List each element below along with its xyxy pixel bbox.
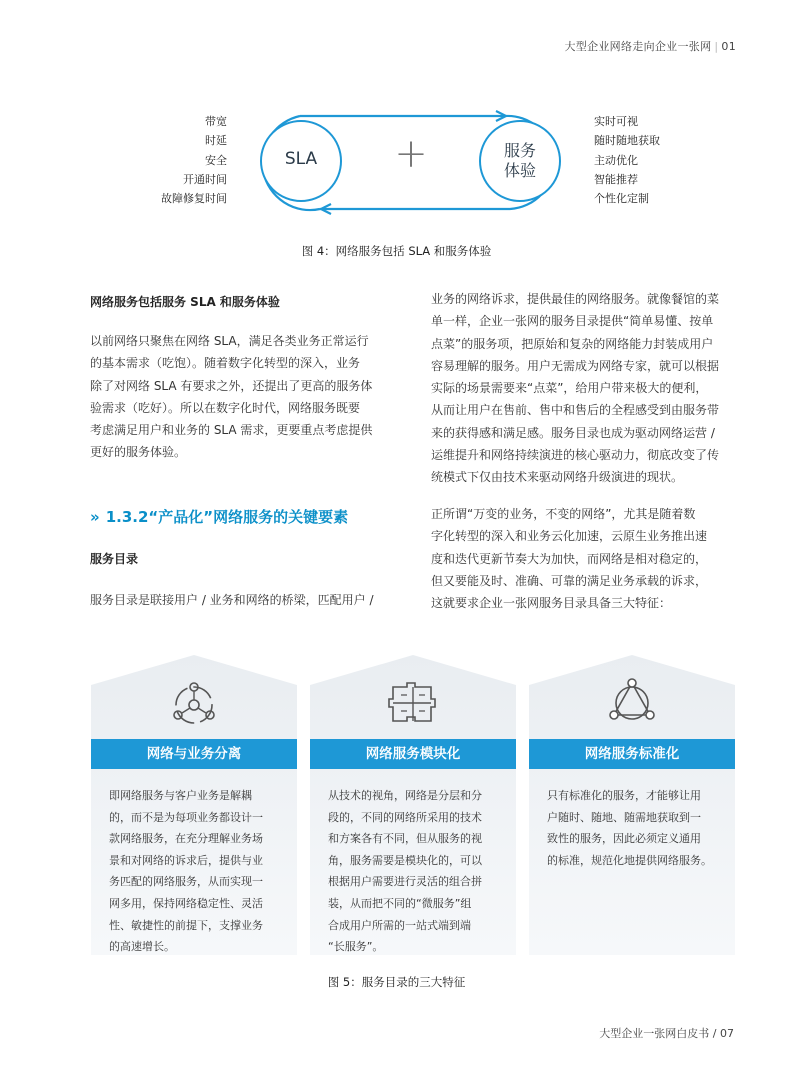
- section-heading: [90, 506, 348, 527]
- text-line: 款网络服务，在充分理解业务场: [109, 832, 263, 846]
- text-line: 和方案各有不同，但从服务的视: [328, 832, 482, 846]
- text-line: 的，而不是为每项业务都设计一: [109, 810, 263, 824]
- section-title: 1.3.2“产品化”网络服务的关键要素: [105, 508, 349, 526]
- experience-circle-label: [480, 141, 560, 181]
- header-title: 大型企业网络走向企业一张网: [564, 40, 712, 53]
- text-line: 段的，不同的网络所采用的技术: [328, 810, 482, 824]
- sla-metric: 时延: [205, 134, 227, 148]
- header-page-number: 01: [721, 40, 736, 53]
- experience-feature: 智能推荐: [594, 172, 638, 186]
- experience-feature: 个性化定制: [594, 192, 649, 206]
- left-paragraph-2: [90, 589, 410, 611]
- right-paragraph-1: [431, 288, 741, 489]
- experience-label-line1: 服务: [503, 141, 536, 160]
- feature-card-modular: [310, 655, 516, 955]
- text-line: 的基本需求（吃饱）。随着数字化转型的深入，业务: [90, 356, 361, 371]
- card-title: 网络服务模块化: [310, 739, 516, 769]
- experience-feature: 实时可视: [594, 115, 638, 128]
- modular-puzzle-icon: [383, 673, 443, 733]
- sub-heading: 服务目录: [90, 552, 139, 566]
- sla-metric: 安全: [205, 153, 227, 167]
- right-paragraph-2: [431, 503, 741, 614]
- card-body: [328, 785, 500, 958]
- text-line: 以前网络只聚焦在网络 SLA，满足各类业务正常运行: [90, 334, 369, 348]
- text-line: 点菜”的服务项，把原始和复杂的网络能力封装成用户: [431, 336, 714, 351]
- plus-sign: +: [394, 131, 428, 177]
- text-line: 务匹配的网络服务，从而实现一: [109, 875, 263, 889]
- text-line: 验需求（吃好）。所以在数字化时代，网络服务既要: [90, 400, 361, 415]
- header-divider: |: [714, 40, 719, 53]
- sla-experience-diagram: [0, 0, 793, 240]
- card-body: [547, 785, 719, 871]
- text-line: “长服务”。: [328, 940, 384, 954]
- card-title: 网络服务标准化: [529, 739, 735, 769]
- text-line: 来的获得感和满足感。服务目录也成为驱动网络运营 /: [431, 425, 715, 440]
- text-line: 户随时、随地、随需地获取到一: [547, 810, 701, 824]
- double-chevron-icon: »: [90, 508, 100, 526]
- figure-4-caption: 图 4：网络服务包括 SLA 和服务体验: [301, 244, 492, 258]
- text-line: 字化转型的深入和业务云化加速，云原生业务推出速: [431, 529, 708, 544]
- text-line: 合成用户所需的一站式端到端: [328, 918, 471, 932]
- left-heading: 网络服务包括服务 SLA 和服务体验: [90, 295, 280, 309]
- text-line: 的高速增长。: [109, 940, 175, 954]
- text-line: 除了对网络 SLA 有要求之外，还提出了更高的服务体: [90, 378, 373, 393]
- sla-metric: 带宽: [205, 115, 227, 128]
- text-line: 更好的服务体验。: [90, 445, 187, 460]
- experience-label-line2: 体验: [503, 161, 536, 180]
- text-line: 从而让用户在售前、售中和售后的全程感受到由服务带: [431, 403, 720, 418]
- text-line: 单一样，企业一张网的服务目录提供“简单易懂、按单: [431, 314, 714, 329]
- figure-5-caption: 图 5：服务目录的三大特征: [327, 975, 466, 989]
- sla-metric: 故障修复时间: [161, 192, 227, 206]
- experience-feature: 随时随地获取: [594, 134, 660, 148]
- text-line: 致性的服务，因此必须定义通用: [547, 832, 701, 846]
- text-line: 实际的场景需要来“点菜”，给用户带来极大的便利，: [431, 381, 708, 396]
- text-line: 统模式下仅由技术来驱动网络升级演进的现状。: [431, 470, 684, 485]
- text-line: 的标准，规范化地提供网络服务。: [547, 853, 712, 867]
- network-separation-icon: [164, 673, 224, 733]
- feature-card-standard: [529, 655, 735, 955]
- text-line: 这就要求企业一张网服务目录具备三大特征：: [431, 596, 672, 611]
- text-line: 度和迭代更新节奏大为加快，而网络是相对稳定的，: [431, 551, 708, 566]
- sla-metric-list: [161, 112, 227, 208]
- text-line: 根据用户需要进行灵活的组合拼: [328, 875, 482, 889]
- text-line: 容易理解的服务。用户无需成为网络专家，就可以根据: [431, 358, 720, 373]
- text-line: 正所谓“万变的业务，不变的网络”，尤其是随着数: [431, 507, 696, 521]
- text-line: 运维提升和网络持续演进的核心驱动力，彻底改变了传: [431, 448, 720, 463]
- text-line: 服务目录是联接用户 / 业务和网络的桥梁，匹配用户 /: [90, 593, 374, 607]
- card-title: 网络与业务分离: [91, 739, 297, 769]
- text-line: 考虑满足用户和业务的 SLA 需求，更要重点考虑提供: [90, 423, 373, 438]
- text-line: 角，服务需要是模块化的，可以: [328, 853, 482, 867]
- text-line: 性、敏捷性的前提下，支撑业务: [109, 918, 263, 932]
- text-line: 只有标准化的服务，才能够让用: [547, 789, 701, 802]
- running-footer: 大型企业一张网白皮书 / 07: [599, 1027, 734, 1040]
- left-paragraph-1: [90, 330, 400, 464]
- text-line: 网多用，保持网络稳定性、灵活: [109, 896, 263, 910]
- experience-feature-list: [594, 112, 660, 208]
- text-line: 景和对网络的诉求后，提供与业: [109, 853, 263, 867]
- sla-metric: 开通时间: [183, 172, 227, 186]
- standard-triangle-icon: [602, 673, 662, 733]
- sla-circle-label: SLA: [284, 149, 318, 169]
- experience-feature: 主动优化: [594, 153, 638, 167]
- card-body: [109, 785, 281, 958]
- text-line: 从技术的视角，网络是分层和分: [328, 789, 482, 802]
- text-line: 业务的网络诉求，提供最佳的网络服务。就像餐馆的菜: [431, 292, 720, 306]
- text-line: 但又要能及时、准确、可靠的满足业务承载的诉求，: [431, 573, 708, 588]
- feature-card-separation: [91, 655, 297, 955]
- text-line: 装，从而把不同的“微服务”组: [328, 896, 472, 910]
- text-line: 即网络服务与客户业务是解耦: [109, 789, 252, 802]
